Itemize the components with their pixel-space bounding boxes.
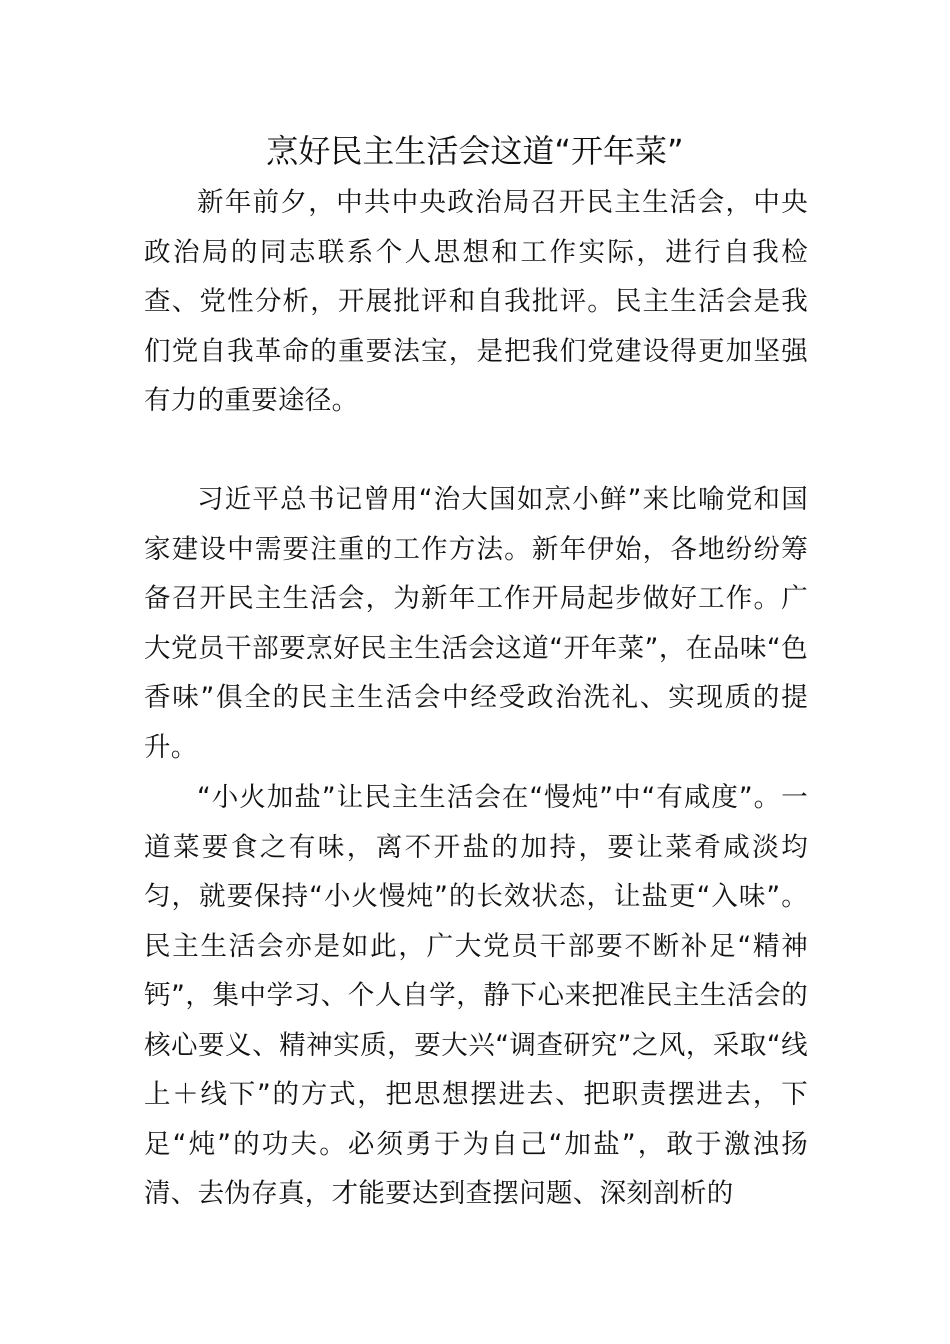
document-title: 烹好民主生活会这道“开年菜”: [266, 132, 684, 170]
paragraph-1: 新年前夕，中共中央政治局召开民主生活会，中央政治局的同志联系个人思想和工作实际，进行自我检查、党性分析，开展批评和自我批评。民主生活会是我们党自我革命的重要法宝，是把我们党建设得更加坚强有力的重要途径。: [144, 187, 808, 416]
paragraph-3: “小火加盐”让民主生活会在“慢炖”中“有咸度”。一道菜要食之有味，离不开盐的加持，要让菜肴咸淡均匀，就要保持“小火慢炖”的长效状态，让盐更“入味”。民主生活会亦是如此，广大党员干部要不断补足“精神钙”，集中学习、个人自学，静下心来把准民主生活会的核心要义、精神实质，要大兴“调查研究”之风，采取“线上＋线下”的方式，把思想摆进去、把职责摆进去，下足“炖”的功夫。必须勇于为自己“加盐”，敢于激浊扬清、去伪存真，才能要达到查摆问题、深刻剖析的: [144, 782, 808, 1209]
paragraph-2: 习近平总书记曾用“治大国如烹小鲜”来比喻党和国家建设中需要注重的工作方法。新年伊始，各地纷纷筹备召开民主生活会，为新年工作开局起步做好工作。广大党员干部要烹好民主生活会这道“开年菜”，在品味“色香味”俱全的民主生活会中经受政治洗礼、实现质的提升。: [144, 484, 808, 763]
